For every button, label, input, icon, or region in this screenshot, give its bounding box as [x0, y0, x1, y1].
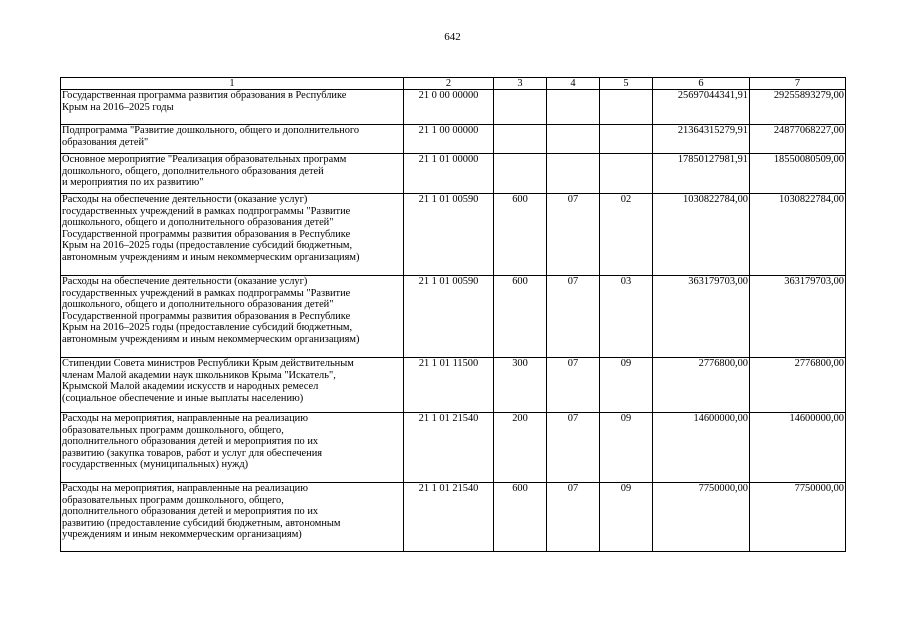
row-rz: 07: [547, 276, 600, 358]
table-row: [61, 194, 846, 276]
row-name: Расходы на мероприятия, направленные на реализацию образовательных программ дошкольного, общего, дополнительного образования детей и мероприятия по их развитию (закупка товаров, работ и услуг для обеспечения государственных (муниципальных) нужд): [61, 413, 404, 483]
row-sum-2: 24877068227,00: [750, 125, 846, 154]
row-rz: [547, 154, 600, 194]
row-pr: 09: [600, 358, 653, 413]
row-vr: [494, 154, 547, 194]
row-pr: [600, 90, 653, 125]
row-sum-1: 25697044341,91: [653, 90, 750, 125]
row-sum-2: 2776800,00: [750, 358, 846, 413]
row-name: Расходы на обеспечение деятельности (оказание услуг) государственных учреждений в рамках подпрограммы "Развитие дошкольного, общего и дополнительного образования детей" Государственной программы развития образования в Республике Крым на 2016–2025 годы (предоставление субсидий бюджетным, автономным учреждениям и иным некоммерческим организациям): [61, 276, 404, 358]
row-vr: 300: [494, 358, 547, 413]
table-row: [61, 358, 846, 413]
table-row: [61, 125, 846, 154]
row-pr: 02: [600, 194, 653, 276]
row-vr: 200: [494, 413, 547, 483]
column-header-pr: 5: [600, 78, 653, 90]
row-rz: 07: [547, 358, 600, 413]
table-row: [61, 154, 846, 194]
table-row: [61, 276, 846, 358]
row-rz: 07: [547, 194, 600, 276]
column-header-vr: 3: [494, 78, 547, 90]
table-header-row: [61, 78, 846, 90]
row-code: 21 1 01 11500: [404, 358, 494, 413]
row-rz: [547, 90, 600, 125]
row-sum-1: 14600000,00: [653, 413, 750, 483]
row-sum-2: 29255893279,00: [750, 90, 846, 125]
row-sum-1: 21364315279,91: [653, 125, 750, 154]
row-vr: [494, 90, 547, 125]
row-code: 21 1 00 00000: [404, 125, 494, 154]
column-header-code: 2: [404, 78, 494, 90]
table-row: [61, 483, 846, 552]
column-header-sum-1: 6: [653, 78, 750, 90]
row-sum-2: 1030822784,00: [750, 194, 846, 276]
row-sum-2: 14600000,00: [750, 413, 846, 483]
row-sum-1: 17850127981,91: [653, 154, 750, 194]
page-number: 642: [444, 31, 461, 43]
column-header-sum-2: 7: [750, 78, 846, 90]
row-rz: 07: [547, 483, 600, 552]
row-name: Основное мероприятие "Реализация образовательных программ дошкольного, общего, дополнительного образования детей и мероприятия по их развитию": [61, 154, 404, 194]
row-name: Подпрограмма "Развитие дошкольного, общего и дополнительного образования детей": [61, 125, 404, 154]
row-code: 21 1 01 21540: [404, 483, 494, 552]
row-sum-2: 7750000,00: [750, 483, 846, 552]
row-code: 21 1 01 00000: [404, 154, 494, 194]
row-vr: 600: [494, 483, 547, 552]
row-name: Расходы на мероприятия, направленные на реализацию образовательных программ дошкольного, общего, дополнительного образования детей и мероприятия по их развитию (предоставление субсидий бюджетным, автономным учреждениям и иным некоммерческим организациям): [61, 483, 404, 552]
row-sum-2: 18550080509,00: [750, 154, 846, 194]
row-pr: 09: [600, 483, 653, 552]
row-name: Расходы на обеспечение деятельности (оказание услуг) государственных учреждений в рамках подпрограммы "Развитие дошкольного, общего и дополнительного образования детей" Государственной программы развития образования в Республике Крым на 2016–2025 годы (предоставление субсидий бюджетным, автономным учреждениям и иным некоммерческим организациям): [61, 194, 404, 276]
column-header-name: 1: [61, 78, 404, 90]
row-rz: 07: [547, 413, 600, 483]
row-pr: 09: [600, 413, 653, 483]
row-sum-1: 2776800,00: [653, 358, 750, 413]
row-pr: [600, 154, 653, 194]
row-name: Стипендии Совета министров Республики Крым действительным членам Малой академии наук школьников Крыма "Искатель", Крымской Малой академии искусств и народных ремесел (социальное обеспечение и иные выплаты населению): [61, 358, 404, 413]
row-code: 21 1 01 00590: [404, 276, 494, 358]
row-vr: 600: [494, 276, 547, 358]
row-pr: [600, 125, 653, 154]
row-vr: 600: [494, 194, 547, 276]
row-code: 21 1 01 21540: [404, 413, 494, 483]
table-row: [61, 90, 846, 125]
row-sum-1: 363179703,00: [653, 276, 750, 358]
row-sum-2: 363179703,00: [750, 276, 846, 358]
table-row: [61, 413, 846, 483]
row-pr: 03: [600, 276, 653, 358]
row-vr: [494, 125, 547, 154]
row-name: Государственная программа развития образования в Республике Крым на 2016–2025 годы: [61, 90, 404, 125]
budget-table: [60, 77, 846, 552]
row-code: 21 1 01 00590: [404, 194, 494, 276]
row-sum-1: 1030822784,00: [653, 194, 750, 276]
row-sum-1: 7750000,00: [653, 483, 750, 552]
column-header-rz: 4: [547, 78, 600, 90]
row-rz: [547, 125, 600, 154]
row-code: 21 0 00 00000: [404, 90, 494, 125]
